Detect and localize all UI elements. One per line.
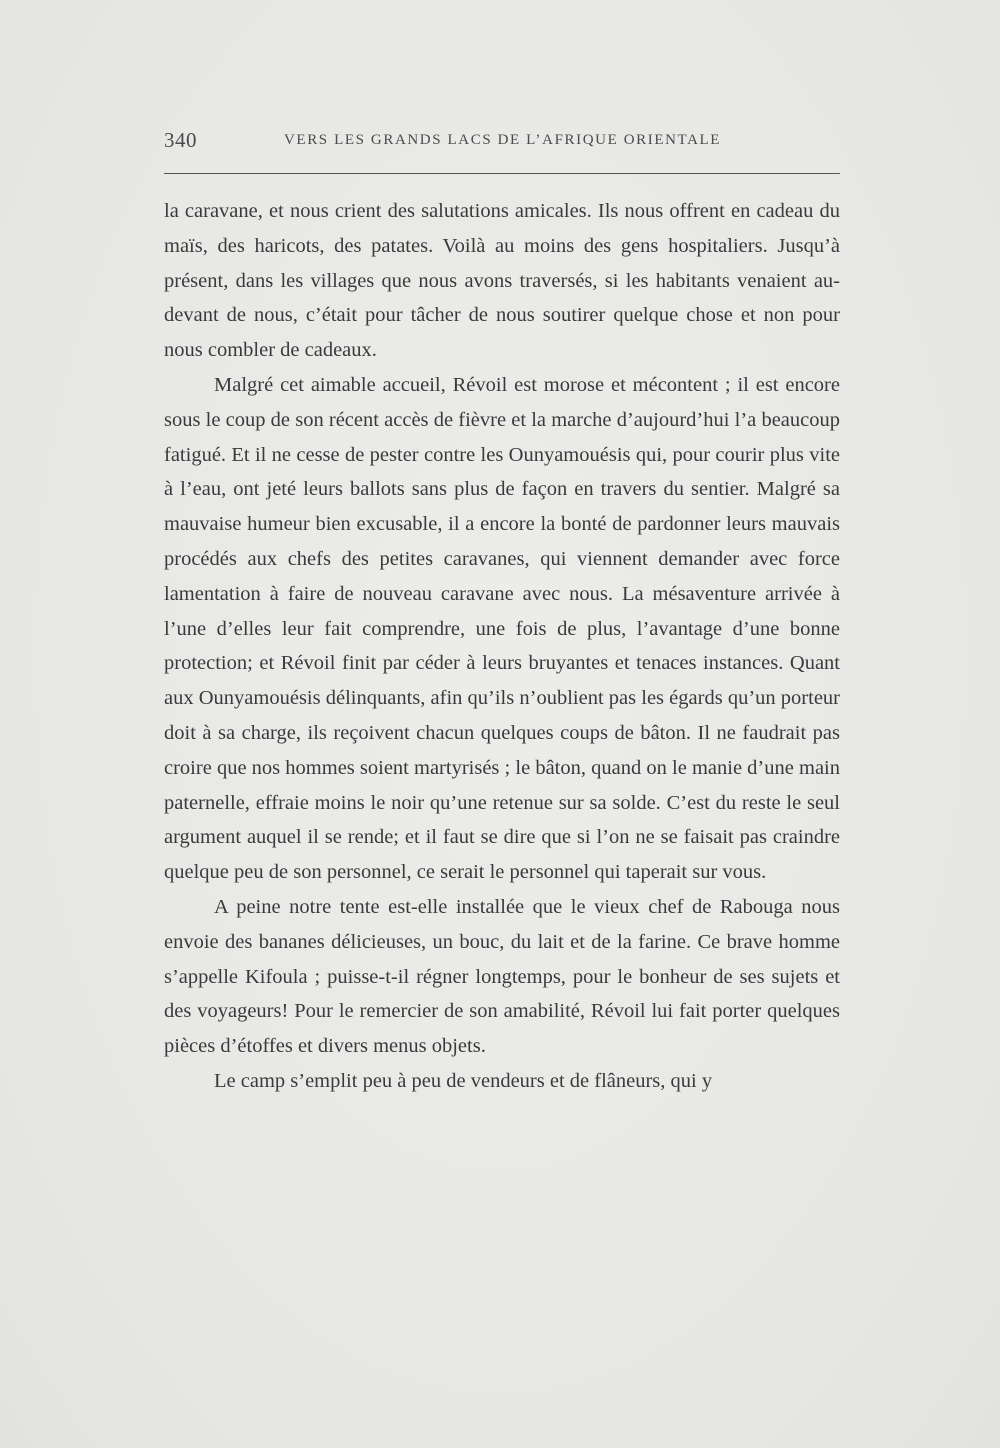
paragraph-1: la caravane, et nous crient des salutations amicales. Ils nous offrent en cadeau du maïs, des haricots, des patates. Voilà au moins des gens hospitaliers. Jusqu’à présent, dans les villages que nous avons traversés, si les habitants venaient au-devant de nous, c’était pour tâcher de nous soutirer quelque chose et non pour nous combler de cadeaux. xyxy=(164,200,840,362)
paragraph-3: A peine notre tente est-elle installée que le vieux chef de Rabouga nous envoie des bananes délicieuses, un bouc, du lait et de la farine. Ce brave homme s’appelle Kifoula ; puisse-t-il régner longtemps, pour le bonheur de ses sujets et des voyageurs! Pour le remercier de son amabilité, Révoil lui fait porter quelques pièces d’étoffes et divers menus objets. xyxy=(164,895,840,1058)
paragraph-4: Le camp s’emplit peu à peu de vendeurs et de flâneurs, qui y xyxy=(214,1069,713,1092)
paragraph-2: Malgré cet aimable accueil, Révoil est morose et mécontent ; il est encore sous le coup de son récent accès de fièvre et la marche d’aujourd’hui l’a beaucoup fatigué. Et il ne cesse de pester contre les Ounyamouésis qui, pour courir plus vite à l’eau, ont jeté leurs ballots sans plus de façon en travers du sentier. Malgré sa mauvaise humeur bien excusable, il a encore la bonté de pardonner leurs mauvais procédés aux chefs des petites caravanes, qui viennent demander avec force lamentation à faire de nouveau caravane avec nous. La mésaventure arrivée à l’une d’elles leur fait comprendre, une fois de plus, l’avantage d’une bonne protection; et Révoil finit par céder à leurs bruyantes et tenaces instances. Quant aux Ounyamouésis délinquants, afin qu’ils n’oublient pas les égards qu’un porteur doit à sa charge, ils reçoivent chacun quelques coups de bâton. Il ne faudrait pas croire que nos hommes soient martyrisés ; le bâton, quand on le manie d’une main paternelle, effraie moins le noir qu’une retenue sur sa solde. C’est du reste le seul argument auquel il se rende; et il faut se dire que si l’on ne se faisait pas craindre quelque peu de son personnel, ce serait le personnel qui taperait sur vous. xyxy=(164,373,840,884)
body-text xyxy=(164,194,840,1099)
header-rule xyxy=(164,173,840,174)
running-head: VERS LES GRANDS LACS DE L’AFRIQUE ORIENTALE xyxy=(284,132,722,148)
page-header xyxy=(164,128,840,158)
page-number: 340 xyxy=(164,128,197,152)
